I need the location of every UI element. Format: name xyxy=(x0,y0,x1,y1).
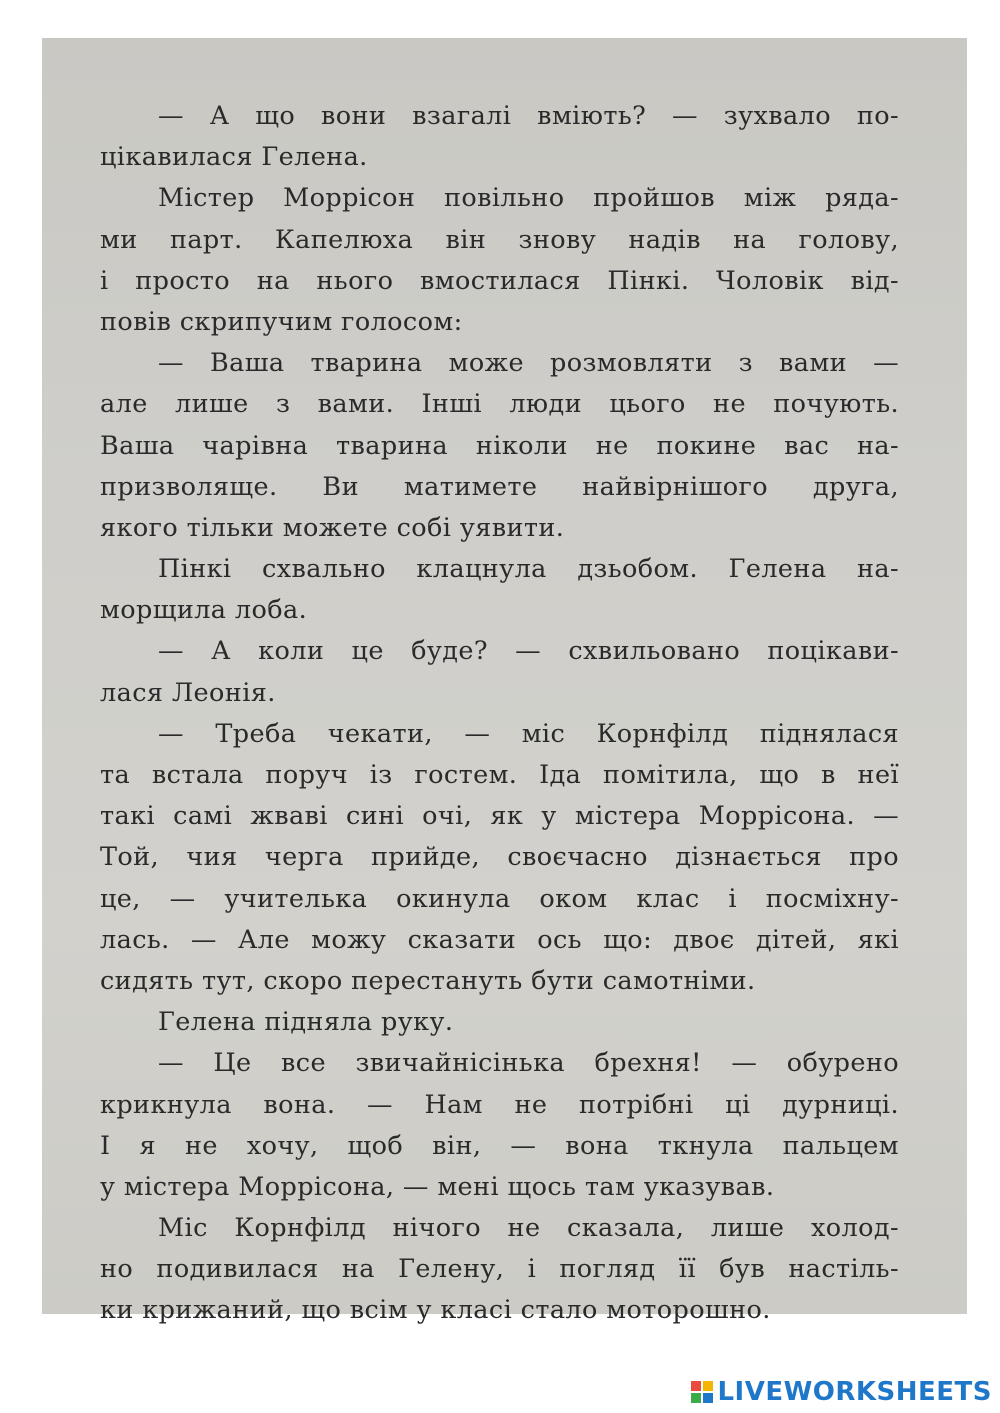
text-line: — А коли це буде? — схвильовано поцікави- xyxy=(158,636,899,667)
text-line: — Це все звичайнісінька брехня! — обурено xyxy=(158,1048,899,1079)
liveworksheets-logo-icon xyxy=(691,1381,713,1403)
text-line: це, — учителька окинула оком клас і посміхну- xyxy=(100,883,899,914)
text-line: та встала поруч із гостем. Іда помітила, що в неї xyxy=(100,760,899,790)
text-line: морщила лоба. xyxy=(100,595,308,626)
text-line: но подивилася на Гелену, і погляд її був настіль- xyxy=(100,1254,899,1285)
text-line: Міс Корнфілд нічого не сказала, лише холод- xyxy=(158,1213,899,1244)
liveworksheets-watermark xyxy=(691,1377,992,1407)
text-line: крикнула вона. — Нам не потрібні ці дурниці. xyxy=(100,1089,899,1120)
text-line: у містера Моррісона, — мені щось там указував. xyxy=(100,1171,775,1202)
logo-square-blue xyxy=(703,1393,713,1403)
text-line: Містер Моррісон повільно пройшов між рядa- xyxy=(158,183,899,214)
text-line: ми парт. Капелюха він знову надів на голову, xyxy=(100,224,899,255)
text-line: Ваша чарівна тварина ніколи не покине вас на- xyxy=(100,430,899,461)
text-line: — А що вони взагалі вміють? — зухвало по- xyxy=(158,101,899,131)
text-line: — Ваша тварина може розмовляти з вами — xyxy=(158,348,899,379)
text-line: ки крижаний, що всім у класі стало моторошно. xyxy=(100,1295,771,1326)
text-line: і просто на нього вмостилася Пінкі. Чоловік від- xyxy=(100,265,899,296)
text-line: цікавилася Гелена. xyxy=(100,142,368,173)
text-line: якого тільки можете собі уявити. xyxy=(100,512,565,543)
logo-square-red xyxy=(691,1381,701,1391)
text-line: призволяще. Ви матимете найвірнішого друга, xyxy=(100,471,899,502)
text-line: І я не хочу, щоб він, — вона ткнула пальцем xyxy=(100,1130,899,1161)
text-line: — Треба чекати, — міс Корнфілд піднялася xyxy=(158,718,899,749)
logo-square-green xyxy=(691,1393,701,1403)
page-text xyxy=(100,96,899,1332)
text-line: але лише з вами. Інші люди цього не почують. xyxy=(100,389,899,420)
text-line: Пінкі схвально клацнула дзьобом. Гелена на- xyxy=(158,554,899,585)
liveworksheets-wordmark: LIVEWORKSHEETS xyxy=(717,1377,992,1407)
text-line: сидять тут, скоро перестануть бути самотніми. xyxy=(100,965,756,996)
text-line: Гелена підняла руку. xyxy=(158,1007,454,1038)
logo-square-yellow xyxy=(703,1381,713,1391)
text-line: такі самі жваві сині очі, як у містера Моррісона. — xyxy=(100,801,899,832)
book-page-photo xyxy=(42,38,967,1326)
text-line: Той, чия черга прийде, своєчасно дізнається про xyxy=(100,842,899,873)
text-line: лась. — Але можу сказати ось що: двоє дітей, які xyxy=(100,924,899,955)
text-line: лася Леонія. xyxy=(100,677,276,708)
text-line: повів скрипучим голосом: xyxy=(100,306,463,337)
